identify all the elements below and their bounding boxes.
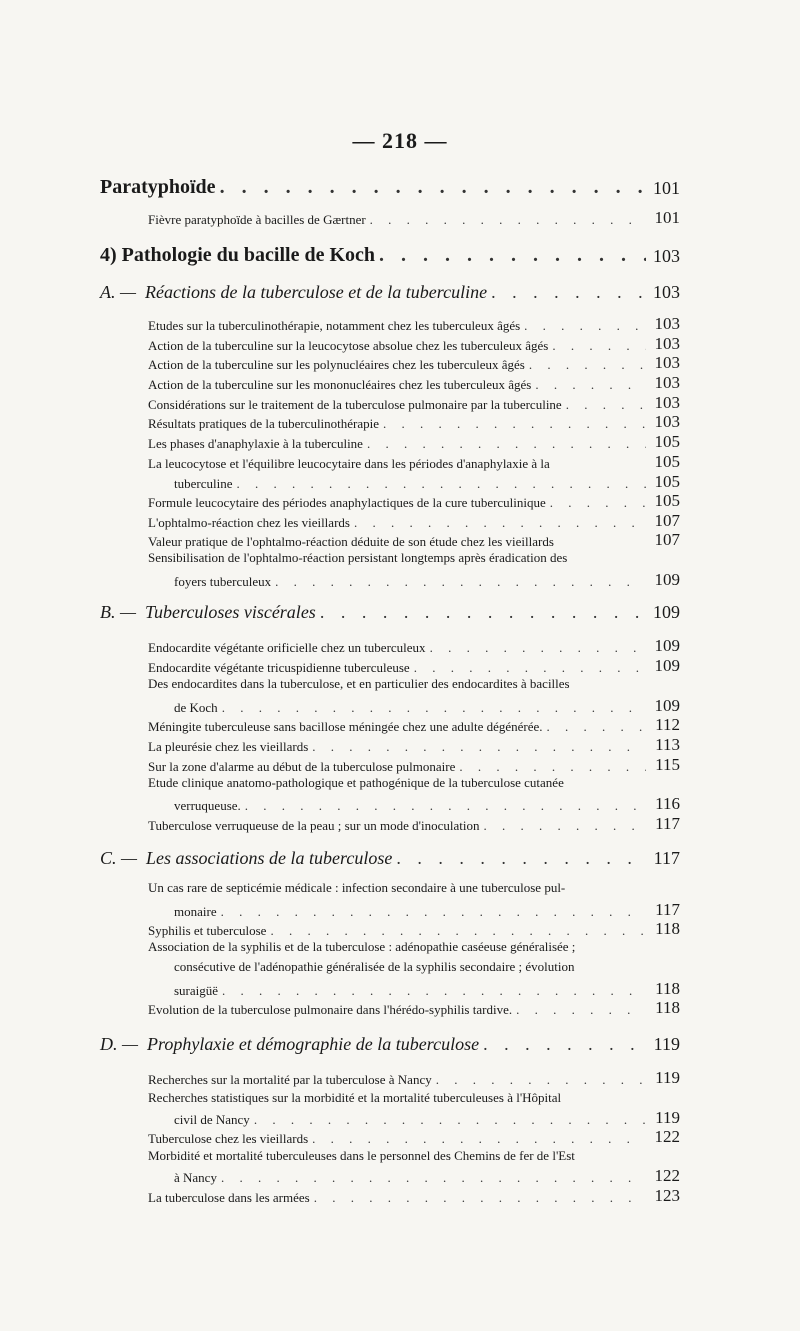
dot-leader xyxy=(222,983,646,999)
entry-page: 117 xyxy=(655,900,680,919)
entry-title: Tuberculose verruqueuse de la peau ; sur un mode d'inoculation xyxy=(148,818,480,833)
section-letter: C. — xyxy=(100,848,138,868)
entry-page: 113 xyxy=(655,735,680,754)
toc-entry xyxy=(148,314,680,334)
entry-page: 118 xyxy=(655,979,680,998)
toc-entry xyxy=(174,472,680,492)
toc-entry xyxy=(174,794,680,814)
toc-entry xyxy=(148,636,680,656)
entry-page: 117 xyxy=(655,814,680,833)
entry-title: de Koch xyxy=(174,700,218,715)
entry-title: Résultats pratiques de la tuberculinothérapie xyxy=(148,416,380,431)
entry-title: Formule leucocytaire des périodes anaphylactiques de la cure tuberculinique xyxy=(148,495,546,510)
entry-page: 107 xyxy=(654,530,680,549)
toc-entry xyxy=(148,393,680,413)
dot-leader xyxy=(459,759,646,775)
entry-title: tuberculine xyxy=(174,476,233,491)
entry-page: 109 xyxy=(653,602,680,622)
toc-entry xyxy=(148,1068,680,1088)
entry-title: La tuberculose dans les armées xyxy=(148,1190,310,1205)
entry-page: 103 xyxy=(653,246,680,266)
toc-entry xyxy=(148,373,680,393)
dot-leader xyxy=(354,515,646,531)
toc-entry xyxy=(148,998,680,1018)
toc-entry xyxy=(174,979,680,999)
toc-entry-pathologie xyxy=(100,244,680,267)
dot-leader xyxy=(220,176,646,199)
dot-leader xyxy=(370,212,646,228)
dot-leader xyxy=(535,377,646,393)
entry-title: civil de Nancy xyxy=(174,1112,250,1127)
entry-page: 115 xyxy=(655,755,680,774)
toc-entry-line xyxy=(148,939,680,955)
toc-entry-line xyxy=(148,775,680,791)
toc-entry-fievre xyxy=(148,208,680,228)
dot-leader xyxy=(491,282,646,303)
dot-leader xyxy=(222,700,646,716)
page-number: — 218 — xyxy=(352,128,448,153)
entry-page: 109 xyxy=(654,656,680,675)
entry-page: 123 xyxy=(654,1186,680,1205)
dot-leader xyxy=(221,1170,646,1186)
entry-title: monaire xyxy=(174,904,217,919)
section-letter: A. — xyxy=(100,282,136,302)
dot-leader xyxy=(312,739,646,755)
dot-leader xyxy=(245,798,646,814)
entry-page: 105 xyxy=(654,452,680,471)
entry-title: Evolution de la tuberculose pulmonaire dans l'hérédo-syphilis tardive. xyxy=(148,1002,513,1017)
entry-title: à Nancy xyxy=(174,1170,217,1185)
dot-leader xyxy=(552,338,646,354)
dot-leader xyxy=(524,318,646,334)
entry-page: 103 xyxy=(654,334,680,353)
entry-page: 118 xyxy=(655,998,680,1017)
toc-entry xyxy=(174,1166,680,1186)
entry-page: 103 xyxy=(654,373,680,392)
entry-page: 103 xyxy=(654,412,680,431)
toc-entry xyxy=(148,412,680,432)
entry-page: 118 xyxy=(655,919,680,938)
entry-title: Méningite tuberculeuse sans bacillose méningée chez une adulte dégénérée. xyxy=(148,719,543,734)
entry-title: foyers tuberculeux xyxy=(174,574,272,589)
entry-title: Recherches sur la mortalité par la tuberculose à Nancy xyxy=(148,1072,432,1087)
entry-title-line: consécutive de l'adénopathie généralisée de la syphilis secondaire ; évolution xyxy=(174,959,575,974)
dot-leader xyxy=(396,848,646,869)
dot-leader xyxy=(436,1072,646,1088)
entry-page: 107 xyxy=(654,511,680,530)
entry-page: 105 xyxy=(654,491,680,510)
toc-entry-line xyxy=(174,959,680,975)
dot-leader xyxy=(320,602,646,623)
toc-entry-line xyxy=(148,676,680,692)
entry-title: La pleurésie chez les vieillards xyxy=(148,739,309,754)
entry-page: 122 xyxy=(654,1127,680,1146)
toc-entry xyxy=(148,735,680,755)
entry-page: 116 xyxy=(655,794,680,813)
entry-title: Action de la tuberculine sur la leucocytose absolue chez les tuberculeux âgés xyxy=(148,338,549,353)
entry-page: 103 xyxy=(654,353,680,372)
entry-page: 117 xyxy=(653,848,680,868)
entry-page: 109 xyxy=(654,636,680,655)
section-title: Tuberculoses viscérales xyxy=(145,602,316,622)
entry-page: 101 xyxy=(654,208,680,227)
dot-leader xyxy=(367,436,646,452)
toc-entry xyxy=(148,1127,680,1147)
entry-title-line: Sensibilisation de l'ophtalmo-réaction persistant longtemps après éradication des xyxy=(148,550,568,565)
section-title: Réactions de la tuberculose et de la tuberculine xyxy=(145,282,488,302)
entry-page: 109 xyxy=(654,696,680,715)
entry-title-line: Etude clinique anatomo-pathologique et pathogénique de la tuberculose cutanée xyxy=(148,775,564,790)
entry-title: Action de la tuberculine sur les polynucléaires chez les tuberculeux âgés xyxy=(148,357,525,372)
toc-entry-line xyxy=(148,550,680,566)
toc-entry xyxy=(174,1108,680,1128)
dot-leader xyxy=(529,357,646,373)
dot-leader xyxy=(414,660,646,676)
dot-leader xyxy=(550,495,646,511)
entry-title-line: Un cas rare de septicémie médicale : infection secondaire à une tuberculose pul- xyxy=(148,880,566,895)
dot-leader xyxy=(254,1112,646,1128)
dot-leader xyxy=(547,719,646,735)
toc-entry xyxy=(148,755,680,775)
toc-section-c xyxy=(100,848,680,869)
entry-title: Sur la zone d'alarme au début de la tuberculose pulmonaire xyxy=(148,759,456,774)
entry-page: 103 xyxy=(654,393,680,412)
toc-entry xyxy=(148,491,680,511)
section-title: Prophylaxie et démographie de la tuberculose xyxy=(147,1034,480,1054)
toc-entry xyxy=(148,1186,680,1206)
dot-leader xyxy=(236,476,646,492)
entry-title: Etudes sur la tuberculinothérapie, notamment chez les tuberculeux âgés xyxy=(148,318,521,333)
dot-leader xyxy=(270,923,646,939)
toc-entry xyxy=(148,334,680,354)
entry-page: 119 xyxy=(653,1034,680,1054)
entry-page: 119 xyxy=(655,1068,680,1087)
entry-page: 109 xyxy=(654,570,680,589)
section-title: Les associations de la tuberculose xyxy=(146,848,393,868)
toc-entry-line xyxy=(148,1148,680,1164)
toc-section-b xyxy=(100,602,680,623)
dot-leader xyxy=(379,244,646,267)
toc-entry xyxy=(148,432,680,452)
entry-title: 4) Pathologie du bacille de Koch xyxy=(100,244,375,266)
toc-entry-line xyxy=(148,452,680,472)
entry-page: 105 xyxy=(654,472,680,491)
dot-leader xyxy=(314,1190,646,1206)
entry-page: 101 xyxy=(653,178,680,198)
entry-page: 103 xyxy=(654,314,680,333)
dot-leader xyxy=(275,574,646,590)
entry-title-line: Morbidité et mortalité tuberculeuses dans le personnel des Chemins de fer de l'Est xyxy=(148,1148,575,1163)
entry-title-line: La leucocytose et l'équilibre leucocytaire dans les périodes d'anaphylaxie à la xyxy=(148,456,550,471)
entry-title-line: Des endocardites dans la tuberculose, et en particulier des endocardites à bacilles xyxy=(148,676,570,691)
toc-entry xyxy=(148,511,680,531)
toc-entry-line xyxy=(148,1090,680,1106)
entry-title: Action de la tuberculine sur les mononucléaires chez les tuberculeux âgés xyxy=(148,377,532,392)
dot-leader xyxy=(483,818,646,834)
toc-entry xyxy=(148,715,680,735)
dot-leader xyxy=(430,640,646,656)
section-letter: D. — xyxy=(100,1034,139,1054)
entry-page: 112 xyxy=(655,715,680,734)
dot-leader xyxy=(383,416,646,432)
entry-page: 122 xyxy=(654,1166,680,1185)
toc-entry-line xyxy=(148,880,680,896)
toc-entry xyxy=(148,530,680,550)
toc-entry xyxy=(148,353,680,373)
dot-leader xyxy=(483,1034,646,1055)
entry-page: 119 xyxy=(655,1108,680,1127)
section-letter: B. — xyxy=(100,602,136,622)
entry-title: verruqueuse. xyxy=(174,798,241,813)
entry-title-line: Recherches statistiques sur la morbidité et la mortalité tuberculeuses à l'Hôpital xyxy=(148,1090,562,1105)
entry-title: Paratyphoïde xyxy=(100,176,216,198)
entry-title: Tuberculose chez les vieillards xyxy=(148,1131,309,1146)
toc-entry xyxy=(174,900,680,920)
entry-title: Endocardite végétante orificielle chez un tuberculeux xyxy=(148,640,426,655)
entry-title: Endocardite végétante tricuspidienne tuberculeuse xyxy=(148,660,410,675)
entry-title: Les phases d'anaphylaxie à la tuberculine xyxy=(148,436,363,451)
entry-title-line: Association de la syphilis et de la tuberculose : adénopathie caséeuse généralisée ; xyxy=(148,939,576,954)
entry-title: Valeur pratique de l'ophtalmo-réaction déduite de son étude chez les vieillards xyxy=(148,534,554,549)
toc-entry xyxy=(174,570,680,590)
toc-section-a xyxy=(100,282,680,303)
dot-leader xyxy=(516,1002,646,1018)
toc-section-d xyxy=(100,1034,680,1055)
entry-title: Fièvre paratyphoïde à bacilles de Gærtner xyxy=(148,212,366,227)
entry-page: 105 xyxy=(654,432,680,451)
dot-leader xyxy=(312,1131,646,1147)
toc-entry-paratyphoide xyxy=(100,176,680,199)
toc-entry xyxy=(148,919,680,939)
toc-entry xyxy=(174,696,680,716)
dot-leader xyxy=(221,904,646,920)
toc-entry xyxy=(148,814,680,834)
entry-page: 103 xyxy=(653,282,680,302)
dot-leader xyxy=(566,397,646,413)
entry-title: Considérations sur le traitement de la tuberculose pulmonaire par la tuberculine xyxy=(148,397,562,412)
entry-title: Syphilis et tuberculose xyxy=(148,923,267,938)
toc-entry xyxy=(148,656,680,676)
entry-title: L'ophtalmo-réaction chez les vieillards xyxy=(148,515,350,530)
entry-title: suraigüë xyxy=(174,983,219,998)
